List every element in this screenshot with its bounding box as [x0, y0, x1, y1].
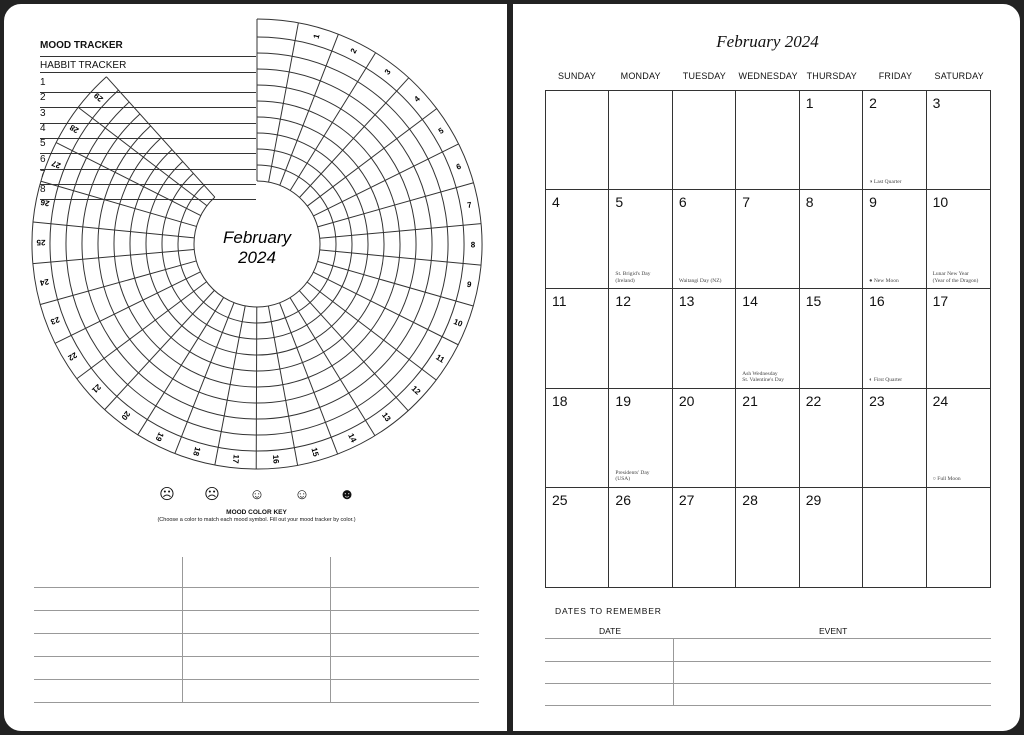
- dates-divider: [673, 638, 674, 705]
- day-note: Presidents' Day (USA): [615, 469, 650, 483]
- day-number: 19: [615, 392, 631, 409]
- day-number: 5: [615, 194, 624, 211]
- wheel-day-label: 25: [36, 237, 46, 247]
- very-happy-face-icon: ☻: [339, 486, 355, 503]
- wheel-day-label: 23: [49, 314, 61, 327]
- weekday-thursday: THURSDAY: [806, 71, 858, 81]
- day-number: 6: [678, 194, 687, 211]
- wheel-day-label: 12: [409, 383, 423, 397]
- day-cell-18[interactable]: [546, 389, 609, 488]
- wheel-day-label: 18: [191, 445, 203, 457]
- note-line: [34, 679, 479, 680]
- note-line: [34, 587, 479, 588]
- mood-key-note: (Choose a color to match each mood symbol. Fill out your mood tracker by color.): [157, 517, 356, 523]
- wheel-spoke: [138, 297, 224, 434]
- day-number: 15: [805, 293, 822, 310]
- day-note: ◑ Last Quarter: [869, 178, 902, 185]
- empty-day-cell[interactable]: [736, 91, 799, 190]
- day-number: 9: [869, 194, 877, 211]
- wheel-spoke: [106, 77, 214, 197]
- habit-number-5: 5: [40, 138, 46, 150]
- day-cell-12[interactable]: [609, 289, 672, 388]
- wheel-spoke: [33, 249, 194, 263]
- left-page: [3, 3, 508, 732]
- day-cell-15[interactable]: [800, 289, 863, 388]
- day-number: 18: [552, 392, 568, 409]
- day-number: 7: [742, 194, 751, 211]
- wheel-spoke: [40, 261, 196, 305]
- wheel-day-label: 9: [466, 279, 473, 290]
- note-divider: [330, 557, 331, 702]
- wheel-spoke: [318, 261, 474, 306]
- habit-number-4: 4: [40, 122, 46, 134]
- day-cell-7[interactable]: [736, 190, 799, 289]
- wheel-day-label: 7: [466, 200, 473, 210]
- wheel-day-label: 13: [380, 410, 393, 424]
- wheel-spoke: [268, 306, 297, 465]
- day-number: 14: [742, 293, 758, 310]
- habit-tracker-title: HABBIT TRACKER: [40, 60, 127, 71]
- note-divider: [182, 557, 183, 702]
- neutral-face-icon: ☺: [249, 486, 265, 503]
- day-note: ○ Full Moon: [932, 476, 961, 483]
- wheel-spoke: [290, 53, 375, 191]
- day-note: ◐ First Quarter: [869, 377, 903, 384]
- day-number: 13: [678, 293, 695, 310]
- calendar-grid: [545, 90, 991, 588]
- wheel-spoke: [78, 107, 207, 205]
- day-cell-28[interactable]: [736, 488, 799, 587]
- habit-number-8: 8: [40, 184, 46, 196]
- note-line: [34, 633, 479, 634]
- day-cell-10[interactable]: [927, 190, 990, 289]
- wheel-day-label: 15: [309, 446, 321, 458]
- empty-day-cell[interactable]: [609, 91, 672, 190]
- day-number: 4: [552, 194, 560, 211]
- day-cell-1[interactable]: [800, 91, 863, 190]
- wheel-spoke: [41, 181, 197, 226]
- day-cell-11[interactable]: [546, 289, 609, 388]
- day-number: 27: [678, 491, 695, 508]
- day-cell-14[interactable]: [736, 289, 799, 388]
- day-cell-8[interactable]: [800, 190, 863, 289]
- day-cell-16[interactable]: [863, 289, 926, 388]
- wheel-spoke: [299, 291, 408, 411]
- weekday-tuesday: TUESDAY: [682, 71, 727, 81]
- day-number: 24: [932, 392, 949, 409]
- day-cell-19[interactable]: [609, 389, 672, 488]
- day-number: 8: [805, 194, 814, 211]
- day-cell-20[interactable]: [673, 389, 736, 488]
- empty-day-cell[interactable]: [546, 91, 609, 190]
- weekday-sunday: SUNDAY: [557, 71, 597, 81]
- wheel-day-label: 29: [92, 90, 105, 104]
- very-sad-face-icon: ☹: [159, 486, 175, 503]
- day-number: 22: [805, 392, 822, 409]
- habit-number-7: 7: [40, 168, 46, 180]
- day-cell-22[interactable]: [800, 389, 863, 488]
- wheel-day-label: 4: [412, 94, 422, 104]
- day-number: 20: [678, 392, 695, 409]
- dates-row-line: [545, 705, 991, 706]
- day-cell-3[interactable]: [927, 91, 990, 190]
- wheel-day-label: 28: [68, 122, 81, 135]
- happy-face-icon: ☺: [294, 486, 310, 503]
- day-cell-13[interactable]: [673, 289, 736, 388]
- sad-face-icon: ☹: [204, 486, 220, 503]
- day-number: 11: [552, 293, 567, 310]
- wheel-day-label: 6: [455, 161, 463, 172]
- day-cell-5[interactable]: [609, 190, 672, 289]
- day-note: Lunar New Year (Year of the Dragon): [932, 271, 979, 284]
- habit-number-1: 1: [40, 77, 46, 88]
- day-cell-29[interactable]: [800, 488, 863, 587]
- weekday-monday: MONDAY: [620, 71, 661, 81]
- wheel-day-label: 5: [436, 125, 446, 136]
- day-number: 21: [742, 392, 758, 409]
- day-note: Waitangi Day (NZ): [678, 277, 722, 284]
- wheel-day-label: 20: [119, 409, 132, 422]
- dates-row-line: [545, 683, 991, 684]
- day-note: St. Brigid's Day (Ireland): [615, 271, 651, 284]
- wheel-day-label: 21: [90, 382, 103, 395]
- day-number: 1: [805, 95, 814, 111]
- right-page: [512, 3, 1021, 732]
- day-note: ● New Moon: [869, 277, 899, 284]
- note-line: [34, 610, 479, 611]
- habit-number-6: 6: [40, 153, 46, 165]
- day-cell-2[interactable]: [863, 91, 926, 190]
- weekday-saturday: SATURDAY: [934, 71, 984, 81]
- empty-day-cell[interactable]: [673, 91, 736, 190]
- day-number: 26: [615, 491, 631, 508]
- wheel-spoke: [320, 224, 481, 239]
- mood-key-title: MOOD COLOR KEY: [226, 509, 287, 516]
- wheel-day-label: 26: [39, 197, 51, 208]
- wheel-day-label: 3: [382, 67, 393, 77]
- wheel-spoke: [290, 298, 375, 436]
- mood-tracker-title: MOOD TRACKER: [40, 40, 123, 51]
- day-number: 2: [869, 95, 877, 111]
- weekday-friday: FRIDAY: [878, 71, 913, 81]
- wheel-spoke: [256, 307, 257, 469]
- wheel-spoke: [269, 23, 299, 182]
- empty-day-cell[interactable]: [927, 488, 990, 587]
- wheel-spoke: [280, 34, 339, 185]
- dates-row-line: [545, 638, 991, 639]
- day-number: 17: [932, 293, 949, 310]
- wheel-day-label: 22: [66, 350, 79, 363]
- day-cell-4[interactable]: [546, 190, 609, 289]
- habit-number-3: 3: [40, 107, 46, 119]
- day-cell-25[interactable]: [546, 488, 609, 587]
- wheel-day-label: 2: [348, 46, 359, 55]
- wheel-day-label: 19: [153, 430, 166, 443]
- wheel-spoke: [175, 303, 234, 454]
- day-number: 3: [932, 95, 941, 111]
- wheel-day-label: 14: [346, 431, 359, 444]
- day-number: 12: [615, 293, 631, 310]
- wheel-year: 2024: [238, 248, 276, 267]
- day-cell-24[interactable]: [927, 389, 990, 488]
- wheel-day-label: 24: [39, 276, 50, 288]
- dates-row-line: [545, 661, 991, 662]
- note-line: [34, 702, 479, 703]
- day-number: 29: [805, 491, 822, 508]
- wheel-spoke: [33, 222, 194, 238]
- wheel-day-label: 16: [270, 454, 281, 465]
- wheel-day-label: 1: [311, 33, 322, 40]
- day-number: 16: [869, 293, 885, 310]
- day-number: 25: [552, 491, 568, 508]
- day-cell-9[interactable]: [863, 190, 926, 289]
- day-number: 28: [742, 491, 758, 508]
- wheel-day-label: 27: [50, 158, 63, 171]
- wheel-spoke: [318, 183, 474, 227]
- calendar-title: February 2024: [716, 32, 819, 51]
- wheel-spoke: [280, 303, 338, 454]
- habit-number-2: 2: [40, 92, 46, 104]
- note-line: [34, 656, 479, 657]
- wheel-month: February: [222, 228, 292, 247]
- day-cell-27[interactable]: [673, 488, 736, 587]
- day-number: 23: [869, 392, 885, 409]
- day-cell-26[interactable]: [609, 488, 672, 587]
- wheel-day-label: 10: [452, 317, 464, 329]
- wheel-day-label: 11: [434, 352, 447, 365]
- day-note: Ash Wednesday St. Valentine's Day: [742, 370, 784, 384]
- wheel-spoke: [215, 306, 245, 465]
- day-cell-17[interactable]: [927, 289, 990, 388]
- dates-to-remember-title: DATES TO REMEMBER: [555, 606, 662, 616]
- wheel-day-label: 17: [230, 454, 241, 464]
- day-cell-21[interactable]: [736, 389, 799, 488]
- wheel-spoke: [320, 250, 481, 265]
- weekday-wednesday: WEDNESDAY: [738, 71, 798, 81]
- empty-day-cell[interactable]: [863, 488, 926, 587]
- day-number: 10: [932, 194, 949, 211]
- date-column-header: DATE: [599, 626, 622, 636]
- mood-wheel: [4, 4, 509, 484]
- day-cell-23[interactable]: [863, 389, 926, 488]
- event-column-header: EVENT: [819, 626, 848, 636]
- day-cell-6[interactable]: [673, 190, 736, 289]
- wheel-day-label: 8: [470, 240, 476, 250]
